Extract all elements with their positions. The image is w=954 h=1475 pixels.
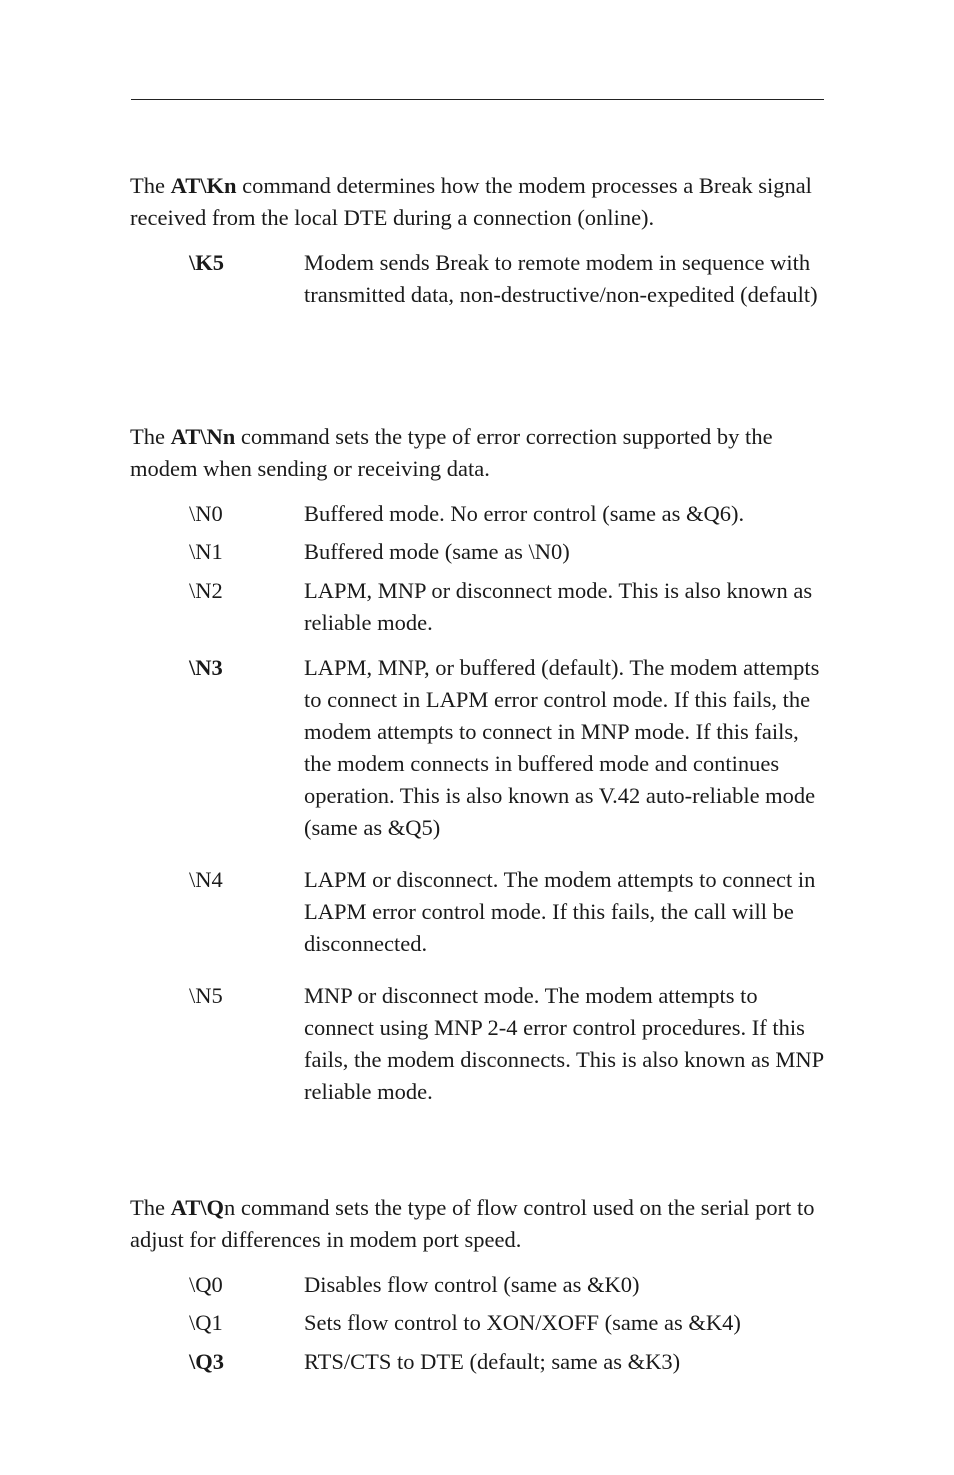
option-code: \Q1 [189, 1310, 223, 1335]
option-description: LAPM, MNP or disconnect mode. This is also known as reliable mode. [304, 578, 813, 635]
k-intro-pre: The [130, 173, 171, 198]
q-command-name: AT\Q [170, 1195, 224, 1220]
option-code: \Q3 [189, 1349, 225, 1374]
option-code: \N4 [189, 867, 223, 892]
option-description: MNP or disconnect mode. The modem attempts to connect using MNP 2-4 error control procedures. If this fails, the modem disconnects. This is also known as MNP reliable mode. [304, 983, 824, 1104]
option-code: \Q0 [189, 1272, 223, 1297]
n-intro-text: command sets the type of error correction supported by the modem when sending or receiving data. [130, 424, 773, 481]
q-intro-text: n command sets the type of flow control used on the serial port to adjust for differences in modem port speed. [130, 1195, 815, 1252]
option-description: RTS/CTS to DTE (default; same as &K3) [304, 1349, 681, 1374]
option-description: LAPM, MNP, or buffered (default). The modem attempts to connect in LAPM error control mode. If this fails, the modem attempts to connect in MNP mode. If this fails, the modem connects in buffered mode and continues operation. This is also known as V.42 auto-reliable mode (same as &Q5) [304, 655, 820, 840]
n-command-name: AT\Nn [170, 424, 236, 449]
option-description: Disables flow control (same as &K0) [304, 1272, 640, 1297]
option-code: \N0 [189, 501, 223, 526]
n-intro-pre: The [130, 424, 171, 449]
option-description: Buffered mode. No error control (same as &Q6). [304, 501, 745, 526]
k-intro-text: command determines how the modem processes a Break signal received from the local DTE during a connection (online). [130, 173, 812, 230]
option-code: \N3 [189, 655, 223, 680]
q-intro-paragraph [130, 1192, 830, 1256]
k-command-name: AT\Kn [170, 173, 237, 198]
q-intro-pre: The [130, 1195, 171, 1220]
option-code: \K5 [189, 250, 225, 275]
option-code: \N1 [189, 539, 223, 564]
option-code: \N2 [189, 578, 223, 603]
n-intro-paragraph [130, 421, 830, 485]
option-description: Buffered mode (same as \N0) [304, 539, 570, 564]
k-intro-paragraph [130, 170, 830, 234]
header-rule [131, 99, 824, 100]
option-description: LAPM or disconnect. The modem attempts to connect in LAPM error control mode. If this fails, the call will be disconnected. [304, 867, 816, 956]
option-description: Modem sends Break to remote modem in sequence with transmitted data, non-destructive/non-expedited (default) [304, 250, 818, 307]
option-description: Sets flow control to XON/XOFF (same as &K4) [304, 1310, 741, 1335]
option-code: \N5 [189, 983, 223, 1008]
